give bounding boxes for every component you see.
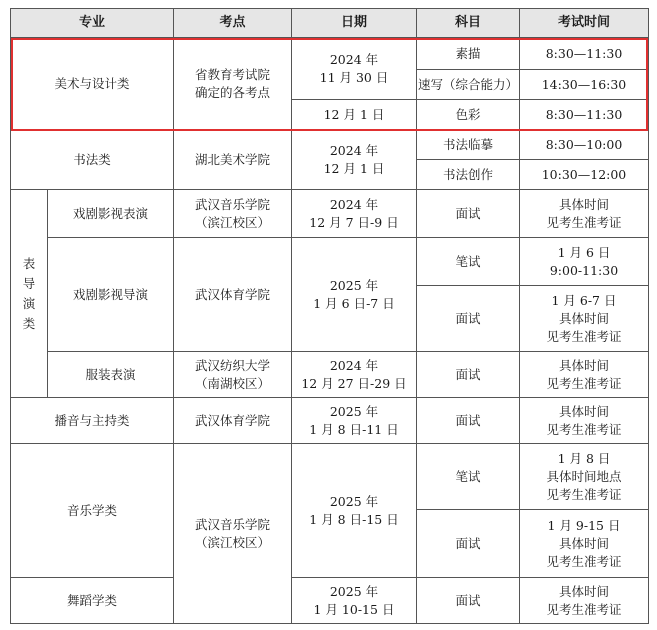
time-line: 1 月 6-7 日	[551, 292, 617, 308]
time-dance	[520, 578, 649, 624]
date-music	[292, 444, 417, 578]
subject-broadcast: 面试	[417, 398, 520, 444]
time-sketch: 8:30—11:30	[520, 38, 649, 70]
date-line: 2025 年	[329, 583, 379, 599]
major-art: 美术与设计类	[11, 38, 174, 130]
venue-line: （南湖校区）	[194, 375, 270, 391]
time-line: 见考生准考证	[546, 553, 622, 569]
time-color: 8:30—11:30	[520, 100, 649, 130]
time-music-interview	[520, 510, 649, 578]
subject-copy: 书法临摹	[417, 130, 520, 160]
date-line: 2024 年	[329, 142, 379, 158]
venue-calligraphy: 湖北美术学院	[174, 130, 292, 190]
exam-schedule-table	[10, 8, 649, 624]
time-line: 见考生准考证	[546, 421, 622, 437]
date-line: 1 月 6 日-7 日	[313, 295, 395, 311]
date-costume	[292, 352, 417, 398]
major-drama-acting: 戏剧影视表演	[48, 190, 174, 238]
venue-line: 武汉音乐学院	[194, 196, 270, 212]
table-row	[11, 398, 649, 444]
date-drama-acting	[292, 190, 417, 238]
date-line: 2025 年	[329, 277, 379, 293]
major-music: 音乐学类	[11, 444, 174, 578]
subject-creation: 书法创作	[417, 160, 520, 190]
header-row	[11, 9, 649, 38]
time-line: 见考生准考证	[546, 375, 622, 391]
table-row	[11, 352, 649, 398]
venue-line: 武汉音乐学院	[194, 516, 270, 532]
table-row	[11, 190, 649, 238]
time-line: 1 月 9-15 日	[547, 517, 621, 533]
group-char: 演	[22, 295, 36, 311]
date-line: 11 月 30 日	[319, 69, 389, 85]
subject-sketch: 素描	[417, 38, 520, 70]
venue-line: （滨江校区）	[194, 534, 270, 550]
table-row	[11, 130, 649, 160]
time-drama-acting	[520, 190, 649, 238]
time-line: 具体时间	[558, 535, 609, 551]
group-char: 导	[22, 275, 36, 291]
date-line: 2024 年	[329, 357, 379, 373]
group-char: 表	[22, 255, 36, 271]
time-line: 1 月 8 日	[557, 450, 611, 466]
venue-line: 确定的各考点	[194, 84, 270, 100]
subject-music-interview: 面试	[417, 510, 520, 578]
group-performance	[11, 190, 48, 398]
venue-costume	[174, 352, 292, 398]
subject-drama-acting: 面试	[417, 190, 520, 238]
time-line: 具体时间	[558, 357, 609, 373]
major-broadcast: 播音与主持类	[11, 398, 174, 444]
table-row	[11, 578, 649, 624]
time-quick-sketch: 14:30—16:30	[520, 70, 649, 100]
time-line: 见考生准考证	[546, 328, 622, 344]
date-line: 1 月 10-15 日	[313, 601, 395, 617]
venue-art	[174, 38, 292, 130]
time-line: 具体时间	[558, 403, 609, 419]
time-line: 具体时间地点	[546, 468, 622, 484]
date-calligraphy	[292, 130, 417, 190]
date-line: 12 月 1 日	[323, 160, 385, 176]
major-drama-directing: 戏剧影视导演	[48, 238, 174, 352]
venue-drama-directing: 武汉体育学院	[174, 238, 292, 352]
time-line: 见考生准考证	[546, 601, 622, 617]
date-drama-directing	[292, 238, 417, 352]
header-date: 日期	[292, 9, 417, 38]
time-music-written	[520, 444, 649, 510]
table-row	[11, 444, 649, 510]
major-costume: 服装表演	[48, 352, 174, 398]
major-dance: 舞蹈学类	[11, 578, 174, 624]
subject-interview: 面试	[417, 286, 520, 352]
venue-line: （滨江校区）	[194, 214, 270, 230]
header-time: 考试时间	[520, 9, 649, 38]
time-line: 见考生准考证	[546, 214, 622, 230]
major-calligraphy: 书法类	[11, 130, 174, 190]
header-venue: 考点	[174, 9, 292, 38]
date-line: 12 月 7 日-9 日	[309, 214, 399, 230]
date-dance	[292, 578, 417, 624]
header-subject: 科目	[417, 9, 520, 38]
time-line: 见考生准考证	[546, 486, 622, 502]
venue-line: 省教育考试院	[194, 66, 270, 82]
date-line: 1 月 8 日-15 日	[309, 511, 399, 527]
time-line: 具体时间	[558, 310, 609, 326]
time-line: 1 月 6 日	[557, 244, 611, 260]
date-broadcast	[292, 398, 417, 444]
table-row	[11, 238, 649, 286]
time-line: 具体时间	[558, 196, 609, 212]
date-line: 2025 年	[329, 403, 379, 419]
date-line: 2024 年	[329, 196, 379, 212]
time-creation: 10:30—12:00	[520, 160, 649, 190]
time-line: 具体时间	[558, 583, 609, 599]
date-art-2: 12 月 1 日	[292, 100, 417, 130]
table-row	[11, 38, 649, 70]
venue-broadcast: 武汉体育学院	[174, 398, 292, 444]
time-interview	[520, 286, 649, 352]
subject-color: 色彩	[417, 100, 520, 130]
subject-music-written: 笔试	[417, 444, 520, 510]
date-line: 2025 年	[329, 493, 379, 509]
subject-costume: 面试	[417, 352, 520, 398]
date-line: 1 月 8 日-11 日	[309, 421, 399, 437]
venue-drama-acting	[174, 190, 292, 238]
date-line: 12 月 27 日-29 日	[301, 375, 407, 391]
date-line: 2024 年	[329, 51, 379, 67]
group-char: 类	[22, 315, 36, 331]
time-line: 9:00-11:30	[549, 262, 619, 278]
venue-music-dance	[174, 444, 292, 624]
exam-schedule	[10, 8, 649, 624]
time-copy: 8:30—10:00	[520, 130, 649, 160]
time-costume	[520, 352, 649, 398]
time-broadcast	[520, 398, 649, 444]
time-written	[520, 238, 649, 286]
subject-quick-sketch: 速写（综合能力）	[417, 70, 520, 100]
venue-line: 武汉纺织大学	[194, 357, 270, 373]
date-art	[292, 38, 417, 100]
subject-written: 笔试	[417, 238, 520, 286]
header-major: 专业	[11, 9, 174, 38]
subject-dance: 面试	[417, 578, 520, 624]
